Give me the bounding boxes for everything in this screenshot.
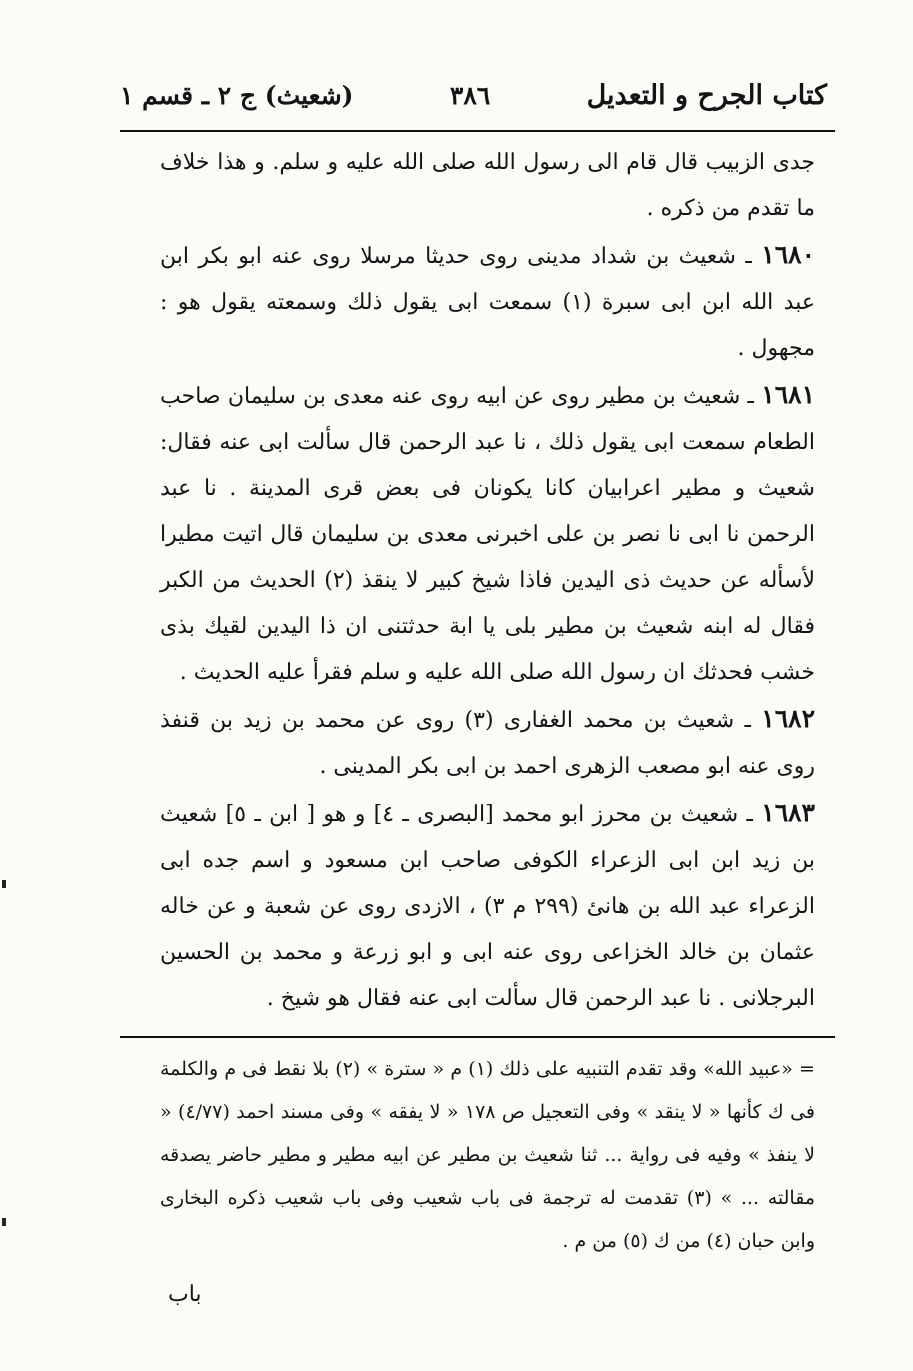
margin-mark (2, 880, 6, 888)
paragraph-continuation (160, 140, 815, 232)
book-title: كتاب الجرح و التعديل (586, 80, 827, 111)
entry-1683 (160, 790, 815, 1022)
main-text (120, 140, 835, 1022)
entry-number: ١٦٨٣ (761, 798, 815, 827)
section-label: (شعيث) ج ٢ ـ قسم ١ (120, 81, 354, 110)
entry-text: ـ شعيث بن مطير روى عن ابيه روى عنه معدى بن سليمان صاحب الطعام سمعت ابى يقول ذلك ، نا عبد الرحمن قال سألت ابى عنه فقال: شعيث و مطير اعرابيان كانا يكونان فى بعض قرى المدينة . نا عبد الرحمن نا ابى نا نصر بن على اخبرنى معدى بن سليمان قال اتيت مطيرا لأسأله عن حديث ذى اليدين فاذا شيخ كبير لا ينقذ (٢) الحديث من الكبر فقال له ابنه شعيث بن مطير بلى يا ابة حدثتنى ان ذا اليدين لقيك بذى خشب فحدثك ان رسول الله صلى الله عليه و سلم فقرأ عليه الحديث . (160, 384, 815, 685)
entry-text: ـ شعيث بن شداد مدينى روى حديثا مرسلا روى عنه ابو بكر ابن عبد الله ابن ابى سبرة (١) سمعت ابى يقول ذلك وسمعته يقول هو : مجهول . (160, 244, 815, 361)
entry-text: ـ شعيث بن محرز ابو محمد [البصرى ـ ٤] و هو [ ابن ـ ٥] شعيث بن زيد ابن ابى الزعراء الكوفى صاحب ابن مسعود و اسم جده ابى الزعراء عبد الله بن هانئ (٢٩٩ م ٣) ، الازدى روى عن شعبة و عن خاله عثمان بن خالد الخزاعى روى عنه ابى و ابو زرعة و محمد بن الحسين البرجلانى . نا عبد الرحمن قال سألت ابى عنه فقال هو شيخ . (160, 802, 815, 1011)
running-header (120, 80, 835, 130)
entry-1682 (160, 696, 815, 790)
footnotes: = «عبيد الله» وقد تقدم التنبيه على ذلك (١) م « سترة » (٢) بلا نقط فى م والكلمة فى ك كأنها « لا ينقد » وفى التعجيل ص ١٧٨ « لا يفقه » وفى مسند احمد (٤/٧٧) « لا ينفذ » وفيه فى رواية ... ثنا شعيث بن مطير عن ابيه مطير و مطير حاضر يصدقه مقالته ... » (٣) تقدمت له ترجمة فى باب شعيب وفى باب شعيب ذكره البخارى وابن حبان (٤) من ك (٥) من م . (160, 1058, 815, 1252)
entry-number: ١٦٨٢ (761, 704, 815, 733)
entry-number: ١٦٨٠ (761, 240, 815, 269)
margin-mark (2, 1218, 6, 1226)
entry-number: ١٦٨١ (761, 380, 815, 409)
catchword: باب (168, 1282, 202, 1307)
entry-text: ـ شعيث بن محمد الغفارى (٣) روى عن محمد بن زيد بن قنفذ روى عنه ابو مصعب الزهرى احمد بن ابى بكر المدينى . (160, 708, 815, 779)
header-rule (120, 130, 835, 132)
book-page (120, 80, 835, 1263)
footnote-rule (120, 1036, 835, 1038)
paragraph-text: جدى الزبيب قال قام الى رسول الله صلى الله عليه و سلم. و هذا خلاف ما تقدم من ذكره . (160, 150, 815, 221)
page-number: ٣٨٦ (449, 81, 491, 110)
entry-1680 (160, 232, 815, 372)
entry-1681 (160, 372, 815, 696)
